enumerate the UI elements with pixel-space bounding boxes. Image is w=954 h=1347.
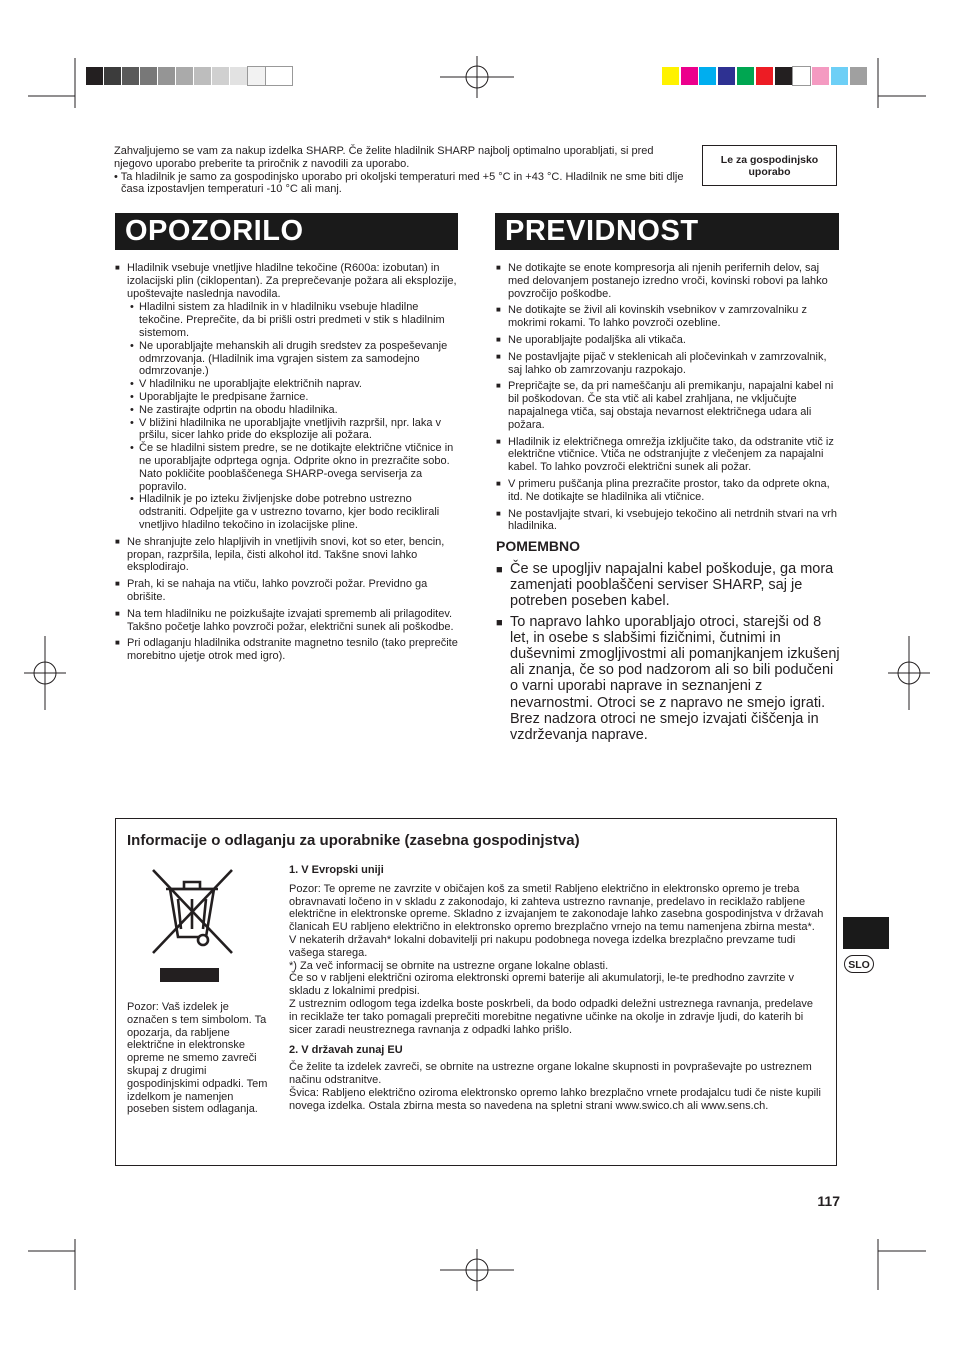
gray-swatch bbox=[158, 67, 175, 85]
warning-item: ■ Pri odlaganju hladilnika odstranite magnetno tesnilo (tako preprečite morebitno ujetje otrok med igro). bbox=[115, 637, 460, 663]
gray-swatch bbox=[140, 67, 157, 85]
warning-item-text: Hladilnik vsebuje vnetljive hladilne tekočine (R600a: izobutan) in izolacijski plin (ciklopentan). Za preprečevanje požara ali eksplozije, upoštevajte naslednja navodila. bbox=[127, 262, 457, 300]
eu-recycling-text: Z ustreznim odlogom tega izdelka boste poskrbeli, da bodo odpadki deležni ustreznega ravnanja, predelave in reciklaže ter tako pomagali preprečiti morebitne negativne učinke na okolje in zdravje ljudi, do katerih bi sicer zaradi neustreznega ravnanja z odpadki lahko prišlo. bbox=[289, 997, 814, 1036]
eu-heading: 1. V Evropski uniji bbox=[289, 864, 384, 876]
gray-swatch bbox=[176, 67, 193, 85]
crossed-bin-icon bbox=[148, 865, 238, 985]
warning-item: ■ Na tem hladilniku ne poizkušajte izvajati sprememb ali prilagoditev. Takšno početje lahko povzroči požar, električni sunek ali poškodbe. bbox=[115, 608, 460, 634]
important-section bbox=[496, 561, 844, 747]
gray-swatch bbox=[86, 67, 103, 85]
warning-item: ■ Prah, ki se nahaja na vtiču, lahko povzroči požar. Previdno ga obrišite. bbox=[115, 578, 460, 604]
page-number: 117 bbox=[817, 1193, 840, 1209]
important-heading: POMEMBNO bbox=[496, 538, 580, 554]
caution-item: ■ Ne dotikajte se enote kompresorja ali njenih perifernih delov, saj med delovanjem postanejo izredno vroči, kovinski robovi pa lahko povzročijo poškodbe. bbox=[496, 262, 841, 300]
symbol-explanation: Pozor: Vaš izdelek je označen s tem simbolom. Ta opozarja, da rabljene električne in elektronske opreme ne smemo zavreči skupaj z drugimi gospodinjskimi odpadki. Tem izdelkom je namenjen poseben sistem odlaganja. bbox=[127, 1001, 268, 1116]
intro-text bbox=[114, 145, 689, 196]
caution-item: ■ Ne postavljajte stvari, ki vsebujejo tekočino ali netrdnih stvari na vrh hladilnika. bbox=[496, 508, 841, 534]
color-swatch bbox=[737, 67, 754, 85]
caution-item: ■ Hladilnik iz električnega omrežja izključite tako, da odstranite vtič iz električne vtičnice. Vtiča ne odstranjujte z vlečenjem za napajalni kabel. To lahko povzroči električni sunek ali požar. bbox=[496, 436, 841, 474]
caution-section bbox=[496, 262, 841, 537]
household-use-note: Le za gospodinjsko uporabo bbox=[702, 145, 837, 186]
caution-banner: PREVIDNOST bbox=[495, 213, 839, 250]
eu-text: Pozor: Te opreme ne zavrzite v običajen koš za smeti! Rabljeno električno in elektronsko opremo je treba obravnavati ločeno in v skladu z zakonodajo, ki zahteva ustrezno ravnanje, predelavo in reciklažo rabljene električne in elektronske opreme. Skladno z izvajanjem te zakonodaje lahko zasebna gospodinjstva v državah članicah EU rabljeno električno in elektronsko opremo brezplačno vrnejo na temu namenjena zbirna mesta*. V nekaterih državah* lokalni dobavitelji pri nakupu podobnega novega izdelka brezplačno prevzame tudi vašega starega. bbox=[289, 882, 824, 959]
warning-sublist bbox=[127, 301, 460, 531]
caution-item: ■ Ne dotikajte se živil ali kovinskih vsebnikov v zamrzovalniku z mokrimi rokami. To lahko povzroči ozebline. bbox=[496, 304, 841, 330]
warning-subitem: • V hladilniku ne uporabljajte električnih naprav. bbox=[127, 378, 460, 391]
caution-item: ■ Prepričajte se, da pri nameščanju ali premikanju, napajalni kabel ni bil poškodovan. Če sta vtič ali kabel zrahljana, ne vključujte napajalnega vtiča, saj obstaja nevarnost električnega udara ali požara. bbox=[496, 380, 841, 431]
disposal-title: Informacije o odlaganju za uporabnike (zasebna gospodinjstva) bbox=[127, 832, 580, 849]
important-item: ■ To napravo lahko uporabljajo otroci, starejši od 8 let, in osebe s slabšimi fizičnimi, čutnimi in duševnimi zmogljivostmi ali pomanjkanjem izkušenj ali znanja, če so pod nadzorom ali so bili podučeni o varni uporabi naprave in seznanjeni z nevarnostmi. Otroci se z napravo ne smejo igrati. Brez nadzora otroci ne smejo izvajati čiščenja in vzdrževanja naprave. bbox=[496, 614, 844, 744]
gray-swatch bbox=[212, 67, 229, 85]
intro-paragraph: Zahvaljujemo se vam za nakup izdelka SHARP. Če želite hladilnik SHARP najbolj optimalno uporabljati, si pred njegovo uporabo preberite ta priročnik z navodili za uporabo. bbox=[114, 145, 654, 170]
warning-subitem: • Ne zastirajte odprtin na obodu hladilnika. bbox=[127, 404, 460, 417]
color-swatch bbox=[662, 67, 679, 85]
switzerland-text: Švica: Rabljeno električno oziroma elektronsko opremo lahko brezplačno vrnete prodajalcu tudi če niste kupili novega izdelka. Ostala zbirna mesta so navedena na spletni strani www.swico.ch ali www.sens.ch. bbox=[289, 1086, 821, 1112]
important-item: ■ Če se upogljiv napajalni kabel poškoduje, ga mora zamenjati pooblaščeni serviser SHARP, saj je potreben poseben kabel. bbox=[496, 561, 844, 610]
gray-swatch bbox=[230, 67, 247, 85]
color-swatch bbox=[681, 67, 698, 85]
warning-item bbox=[115, 262, 460, 532]
warning-subitem: • Hladilni sistem za hladilnik in v hladilniku vsebuje hladilne tekočine. Preprečite, da bi prišli ostri predmeti v stik s hladilnim sistemom. bbox=[127, 301, 460, 339]
color-swatch bbox=[718, 67, 735, 85]
warning-subitem: • Hladilnik je po izteku življenjske dobe potrebno ustrezno odstraniti. Odpeljite ga v ustrezno tovarno, kjer bodo reciklirali vnetljivo hladilno tekočino in izolacijske pline. bbox=[127, 493, 460, 531]
gray-swatch bbox=[104, 67, 121, 85]
color-swatch bbox=[775, 67, 792, 85]
warning-item: ■ Ne shranjujte zelo hlapljivih in vnetljivih snovi, kot so eter, bencin, propan, razpršila, lepila, čisti alkohol itd. Takšne snovi lahko eksplodirajo. bbox=[115, 536, 460, 574]
gray-swatch bbox=[122, 67, 139, 85]
caution-item: ■ Ne postavljajte pijač v steklenicah ali pločevinkah v zamrzovalnik, saj lahko ob zamrzovanju razpokajo. bbox=[496, 351, 841, 377]
color-swatch bbox=[831, 67, 848, 85]
warning-section bbox=[115, 262, 460, 667]
language-tag: SLO bbox=[844, 955, 874, 973]
eu-footnote: *) Za več informacij se obrnite na ustrezne organe lokalne oblasti. bbox=[289, 959, 609, 972]
warning-subitem: • Če se hladilni sistem predre, se ne dotikajte električne vtičnice in ne uporabljajte odprtega ognja. Odprite okno in prezračite sobo. Nato pokličite pooblaščenega SHARP-ovega serviserja za popravilo. bbox=[127, 442, 460, 493]
noneu-heading: 2. V državah zunaj EU bbox=[289, 1044, 403, 1057]
warning-subitem: • V bližini hladilnika ne uporabljajte vnetljivih razpršil, npr. laka v pršilu, sicer lahko pride do eksplozije ali požara. bbox=[127, 417, 460, 443]
color-swatch bbox=[699, 67, 716, 85]
warning-banner: OPOZORILO bbox=[115, 213, 458, 250]
color-swatch bbox=[850, 67, 867, 85]
intro-temperature-note: • Ta hladilnik je samo za gospodinjsko uporabo pri okoljski temperaturi med +5 °C in +43 °C. Hladilnik ne sme biti dlje časa izpostavljen temperaturi -10 °C ali manj. bbox=[114, 170, 684, 196]
warning-subitem: • Ne uporabljajte mehanskih ali drugih sredstev za pospeševanje odmrzovanja. (Hladilnik ima vgrajen sistem za samodejno odmrzovanje.) bbox=[127, 340, 460, 378]
caution-item: ■ Ne uporabljajte podaljška ali vtikača. bbox=[496, 334, 841, 347]
noneu-text: Če želite ta izdelek zavreči, se obrnite na ustrezne organe lokalne skupnosti in povpraševajte po ustreznem načinu odstranitve. bbox=[289, 1061, 812, 1086]
color-swatch bbox=[812, 67, 829, 85]
caution-item: ■ V primeru puščanja plina prezračite prostor, tako da odprete okna, itd. Ne dotikajte se hladilnika ali vtičnice. bbox=[496, 478, 841, 504]
gray-swatch bbox=[248, 67, 265, 85]
gray-swatch bbox=[194, 67, 211, 85]
section-tab bbox=[843, 917, 889, 949]
disposal-details bbox=[289, 864, 824, 1112]
eu-battery-text: Če so v rabljeni električni oziroma elektronski opremi baterije ali akumulatorji, le-te predhodno zavrzite v skladu z lokalnimi predpisi. bbox=[289, 972, 795, 998]
color-swatch bbox=[756, 67, 773, 85]
warning-subitem: • Uporabljajte le predpisane žarnice. bbox=[127, 391, 460, 404]
gray-swatch bbox=[266, 67, 292, 85]
color-swatch bbox=[793, 67, 810, 85]
disposal-info-box bbox=[115, 818, 837, 1166]
